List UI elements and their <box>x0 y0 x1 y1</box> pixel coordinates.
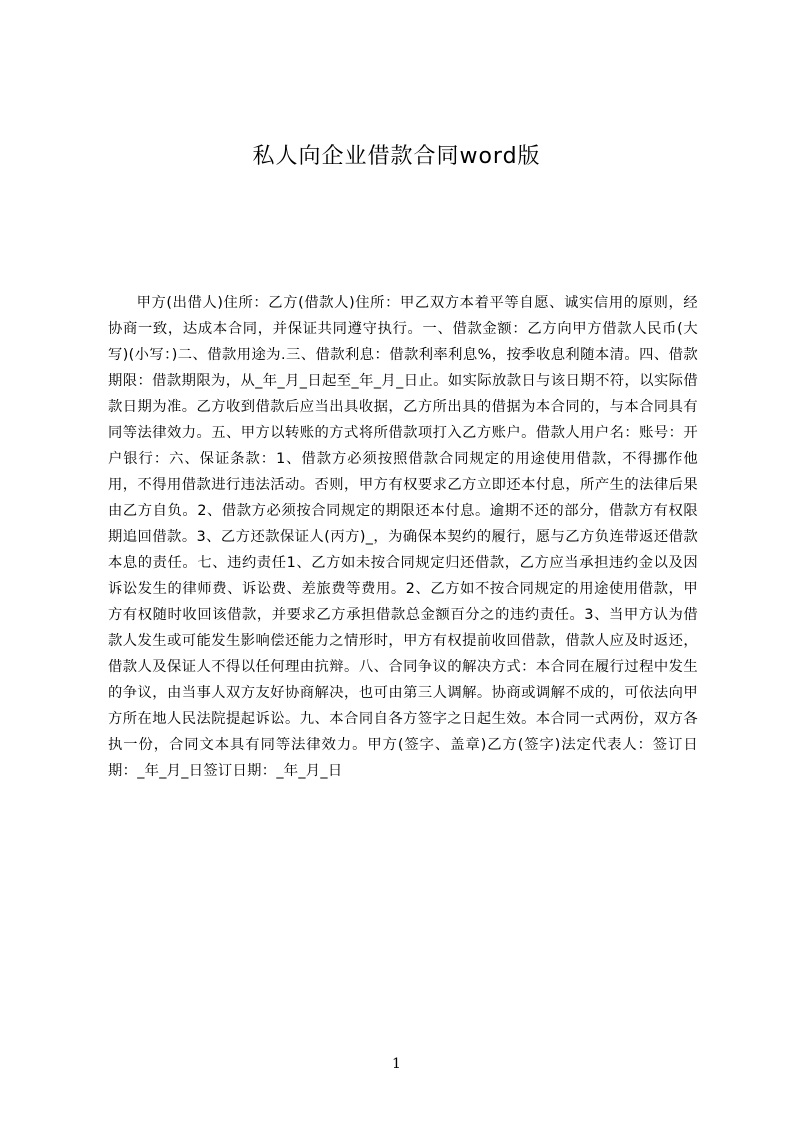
document-title: 私人向企业借款合同word版 <box>252 144 541 169</box>
page-number: 1 <box>392 1056 401 1072</box>
body-paragraph: 甲方(出借人)住所：乙方(借款人)住所：甲乙双方本着平等自愿、诚实信用的原则，经协商一致，达成本合同，并保证共同遵守执行。一、借款金额：乙方向甲方借款人民币(大写)(小写：)二、借款用途为.三、借款利息：借款利率利息%，按季收息利随本清。四、借款期限：借款期限为，从_年_月_日起至_年_月_日止。如实际放款日与该日期不符，以实际借款日期为准。乙方收到借款后应当出具收据，乙方所出具的借据为本合同的，与本合同具有同等法律效力。五、甲方以转账的方式将所借款项打入乙方账户。借款人用户名：账号：开户银行：六、保证条款：1、借款方必须按照借款合同规定的用途使用借款，不得挪作他用，不得用借款进行违法活动。否则，甲方有权要求乙方立即还本付息，所产生的法律后果由乙方自负。2、借款方必须按合同规定的期限还本付息。逾期不还的部分，借款方有权限期追回借款。3、乙方还款保证人(丙方)_，为确保本契约的履行，愿与乙方负连带返还借款本息的责任。七、违约责任1、乙方如未按合同规定归还借款，乙方应当承担违约金以及因诉讼发生的律师费、诉讼费、差旅费等费用。2、乙方如不按合同规定的用途使用借款，甲方有权随时收回该借款，并要求乙方承担借款总金额百分之的违约责任。3、当甲方认为借款人发生或可能发生影响偿还能力之情形时，甲方有权提前收回借款，借款人应及时返还，借款人及保证人不得以任何理由抗辩。八、合同争议的解决方式：本合同在履行过程中发生的争议，由当事人双方友好协商解决，也可由第三人调解。协商或调解不成的，可依法向甲方所在地人民法院提起诉讼。九、本合同自各方签字之日起生效。本合同一式两份，双方各执一份，合同文本具有同等法律效力。甲方(签字、盖章)乙方(签字)法定代表人：签订日期：_年_月_日签订日期：_年_月_日 <box>108 295 698 779</box>
document-body <box>108 290 698 800</box>
